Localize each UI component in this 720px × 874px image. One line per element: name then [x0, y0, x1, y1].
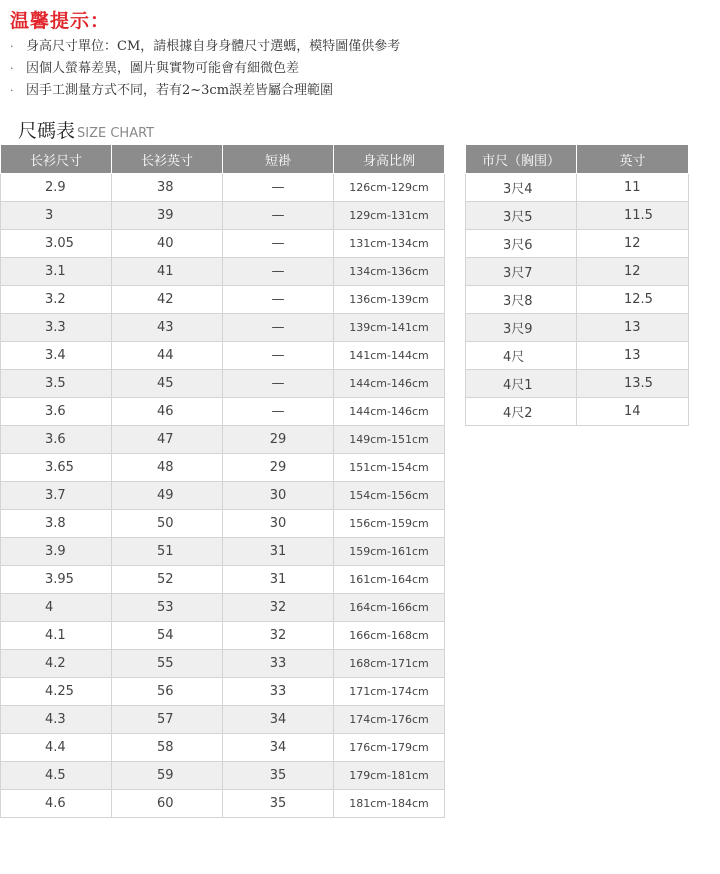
- column-header: 身高比例: [334, 145, 445, 174]
- table-cell: 4.2: [1, 650, 112, 678]
- table-cell: 55: [112, 650, 223, 678]
- size-chart-subtitle: SIZE CHART: [77, 126, 155, 141]
- size-chart-heading: [18, 116, 154, 143]
- table-cell: —: [223, 286, 334, 314]
- table-cell: 29: [223, 454, 334, 482]
- table-cell: 12: [577, 258, 689, 286]
- table-cell: 149cm-151cm: [334, 426, 445, 454]
- table-cell: 35: [223, 790, 334, 818]
- table-cell: 45: [112, 370, 223, 398]
- table-cell: 4尺1: [466, 370, 577, 398]
- table-cell: 34: [223, 734, 334, 762]
- table-cell: 4.5: [1, 762, 112, 790]
- bullet-icon: ·: [10, 40, 14, 53]
- table-cell: 4.4: [1, 734, 112, 762]
- table-cell: 161cm-164cm: [334, 566, 445, 594]
- table-cell: 60: [112, 790, 223, 818]
- table-cell: 33: [223, 650, 334, 678]
- table-cell: 33: [223, 678, 334, 706]
- table-row: [1, 314, 445, 342]
- table-cell: 164cm-166cm: [334, 594, 445, 622]
- table-row: [1, 622, 445, 650]
- table-row: [466, 230, 689, 258]
- table-row: [1, 258, 445, 286]
- table-cell: 151cm-154cm: [334, 454, 445, 482]
- table-cell: 3.9: [1, 538, 112, 566]
- table-row: [1, 342, 445, 370]
- table-row: [1, 650, 445, 678]
- table-cell: 29: [223, 426, 334, 454]
- table-cell: 3尺9: [466, 314, 577, 342]
- column-header: 长衫英寸: [112, 145, 223, 174]
- table-cell: 179cm-181cm: [334, 762, 445, 790]
- table-cell: 12.5: [577, 286, 689, 314]
- table-row: [1, 790, 445, 818]
- table-cell: 49: [112, 482, 223, 510]
- table-cell: 4.1: [1, 622, 112, 650]
- table-cell: 13: [577, 342, 689, 370]
- table-cell: 58: [112, 734, 223, 762]
- table-cell: 31: [223, 566, 334, 594]
- table-header-row: [1, 145, 445, 174]
- table-cell: 30: [223, 510, 334, 538]
- table-row: [1, 538, 445, 566]
- table-cell: 176cm-179cm: [334, 734, 445, 762]
- table-cell: 3.05: [1, 230, 112, 258]
- notice-item-text: 因手工測量方式不同，若有2~3cm誤差皆屬合理範圍: [26, 83, 334, 98]
- table-cell: 52: [112, 566, 223, 594]
- table-cell: 41: [112, 258, 223, 286]
- table-cell: 3.65: [1, 454, 112, 482]
- table-cell: 141cm-144cm: [334, 342, 445, 370]
- table-cell: 134cm-136cm: [334, 258, 445, 286]
- table-cell: 3尺7: [466, 258, 577, 286]
- table-cell: 32: [223, 594, 334, 622]
- notice-list: [10, 36, 400, 102]
- table-cell: 32: [223, 622, 334, 650]
- table-cell: 144cm-146cm: [334, 398, 445, 426]
- table-cell: 4.25: [1, 678, 112, 706]
- table-cell: 168cm-171cm: [334, 650, 445, 678]
- column-header: 市尺（胸围）: [466, 145, 577, 174]
- table-cell: 53: [112, 594, 223, 622]
- table-cell: 30: [223, 482, 334, 510]
- table-cell: 4尺2: [466, 398, 577, 426]
- table-cell: 136cm-139cm: [334, 286, 445, 314]
- table-cell: 171cm-174cm: [334, 678, 445, 706]
- table-cell: —: [223, 370, 334, 398]
- table-cell: 48: [112, 454, 223, 482]
- table-cell: 3.5: [1, 370, 112, 398]
- table-cell: 54: [112, 622, 223, 650]
- table-cell: 59: [112, 762, 223, 790]
- table-cell: 3尺5: [466, 202, 577, 230]
- table-cell: 139cm-141cm: [334, 314, 445, 342]
- table-row: [466, 370, 689, 398]
- table-cell: 43: [112, 314, 223, 342]
- notice-item: [10, 80, 400, 102]
- table-cell: 131cm-134cm: [334, 230, 445, 258]
- table-cell: 4尺: [466, 342, 577, 370]
- table-cell: 11.5: [577, 202, 689, 230]
- table-row: [1, 202, 445, 230]
- table-cell: 42: [112, 286, 223, 314]
- table-cell: 3.3: [1, 314, 112, 342]
- table-cell: 13: [577, 314, 689, 342]
- table-row: [1, 510, 445, 538]
- table-cell: 57: [112, 706, 223, 734]
- table-cell: 166cm-168cm: [334, 622, 445, 650]
- table-cell: 39: [112, 202, 223, 230]
- table-cell: 2.9: [1, 174, 112, 202]
- table-row: [1, 174, 445, 202]
- table-cell: —: [223, 342, 334, 370]
- table-cell: 56: [112, 678, 223, 706]
- table-cell: 3.6: [1, 398, 112, 426]
- table-cell: 4.6: [1, 790, 112, 818]
- table-cell: 3.95: [1, 566, 112, 594]
- table-row: [1, 370, 445, 398]
- table-cell: 3.7: [1, 482, 112, 510]
- table-cell: 156cm-159cm: [334, 510, 445, 538]
- column-header: 短褂: [223, 145, 334, 174]
- notice-title: 温馨提示：: [10, 10, 111, 32]
- table-row: [1, 398, 445, 426]
- table-cell: 51: [112, 538, 223, 566]
- table-row: [466, 286, 689, 314]
- table-cell: 14: [577, 398, 689, 426]
- column-header: 长衫尺寸: [1, 145, 112, 174]
- table-cell: 154cm-156cm: [334, 482, 445, 510]
- table-cell: 12: [577, 230, 689, 258]
- table-header-row: [466, 145, 689, 174]
- size-table-chest: [465, 144, 689, 426]
- table-cell: 3.6: [1, 426, 112, 454]
- table-cell: 3尺8: [466, 286, 577, 314]
- table-cell: 38: [112, 174, 223, 202]
- size-table-main: [0, 144, 445, 818]
- table-cell: 47: [112, 426, 223, 454]
- table-cell: 46: [112, 398, 223, 426]
- table-row: [1, 286, 445, 314]
- table-row: [1, 706, 445, 734]
- table-cell: —: [223, 258, 334, 286]
- table-cell: 181cm-184cm: [334, 790, 445, 818]
- table-row: [1, 482, 445, 510]
- table-cell: —: [223, 230, 334, 258]
- table-cell: 11: [577, 174, 689, 202]
- table-cell: 3尺6: [466, 230, 577, 258]
- table-row: [1, 566, 445, 594]
- table-cell: 144cm-146cm: [334, 370, 445, 398]
- column-header: 英寸: [577, 145, 689, 174]
- table-cell: 31: [223, 538, 334, 566]
- table-cell: 3.4: [1, 342, 112, 370]
- table-cell: 4: [1, 594, 112, 622]
- notice-item: [10, 58, 400, 80]
- table-row: [466, 202, 689, 230]
- table-cell: 50: [112, 510, 223, 538]
- table-cell: —: [223, 398, 334, 426]
- table-cell: 40: [112, 230, 223, 258]
- table-cell: 3.1: [1, 258, 112, 286]
- table-row: [466, 174, 689, 202]
- table-row: [1, 454, 445, 482]
- table-cell: —: [223, 202, 334, 230]
- table-cell: 35: [223, 762, 334, 790]
- table-row: [466, 398, 689, 426]
- notice-item: [10, 36, 400, 58]
- table-cell: 159cm-161cm: [334, 538, 445, 566]
- table-cell: 13.5: [577, 370, 689, 398]
- table-cell: 129cm-131cm: [334, 202, 445, 230]
- table-cell: 126cm-129cm: [334, 174, 445, 202]
- table-cell: 3: [1, 202, 112, 230]
- table-cell: 174cm-176cm: [334, 706, 445, 734]
- table-row: [1, 762, 445, 790]
- table-row: [1, 426, 445, 454]
- bullet-icon: ·: [10, 62, 14, 75]
- table-cell: 3.8: [1, 510, 112, 538]
- table-row: [466, 314, 689, 342]
- table-cell: —: [223, 314, 334, 342]
- table-cell: 4.3: [1, 706, 112, 734]
- bullet-icon: ·: [10, 84, 14, 97]
- table-row: [1, 230, 445, 258]
- table-cell: 3尺4: [466, 174, 577, 202]
- table-cell: 34: [223, 706, 334, 734]
- notice-item-text: 身高尺寸單位：CM，請根據自身身體尺寸選螞，模特圖僅供參考: [26, 39, 401, 54]
- table-cell: 3.2: [1, 286, 112, 314]
- notice-item-text: 因個人螢幕差異，圖片與實物可能會有細微色差: [26, 61, 300, 76]
- table-row: [1, 594, 445, 622]
- table-cell: —: [223, 174, 334, 202]
- table-row: [1, 678, 445, 706]
- size-chart-title: 尺碼表: [18, 120, 76, 142]
- table-cell: 44: [112, 342, 223, 370]
- table-row: [466, 342, 689, 370]
- table-row: [466, 258, 689, 286]
- table-row: [1, 734, 445, 762]
